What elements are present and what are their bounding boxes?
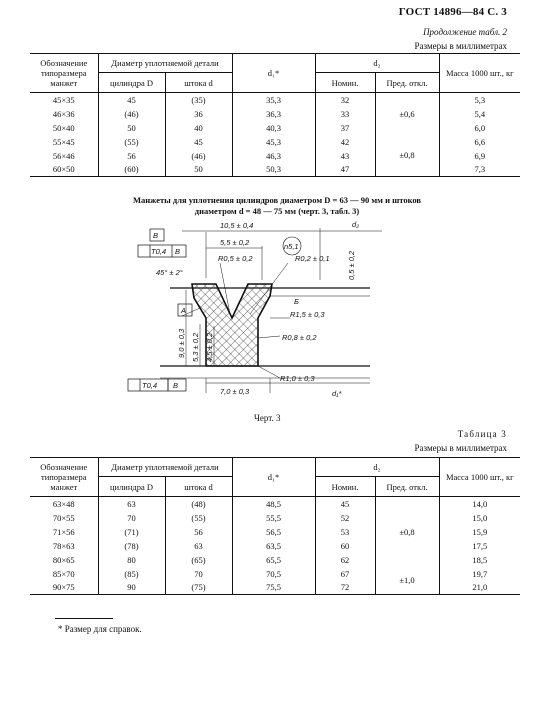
cell: 7,3 <box>439 163 520 177</box>
label-b-bottom: B <box>173 381 179 390</box>
cell: 62 <box>315 553 375 567</box>
cell: 70 <box>98 511 165 525</box>
cell: 75,5 <box>232 581 315 595</box>
dim-r10: R1,0 ± 0,3 <box>280 374 315 383</box>
cell: 40 <box>165 121 232 135</box>
table-2 <box>30 53 520 177</box>
table-row <box>30 135 520 149</box>
table-row <box>30 581 520 595</box>
cell: (46) <box>165 149 232 163</box>
cell: 72 <box>315 581 375 595</box>
cell-tolerance: ±0,8 <box>375 497 439 567</box>
cell: 60×50 <box>30 163 98 177</box>
cell: 18,5 <box>439 553 520 567</box>
cell: (78) <box>98 539 165 553</box>
cell: 70 <box>165 567 232 581</box>
cell: 45×35 <box>52 94 75 105</box>
cell: 5,3 <box>439 93 520 107</box>
table-row <box>30 525 520 539</box>
cell: 6,9 <box>439 149 520 163</box>
cell: 43 <box>315 149 375 163</box>
cell: 56,5 <box>232 525 315 539</box>
cell: 70×55 <box>52 512 75 523</box>
cell: 56 <box>165 525 232 539</box>
col-mass: Масса 1000 шт., кг <box>439 458 520 497</box>
cell: 33 <box>315 107 375 121</box>
cell: 78×63 <box>52 540 75 551</box>
cell: 45,3 <box>232 135 315 149</box>
cell: 50×40 <box>52 122 75 133</box>
dim-n51: n5,1 <box>284 242 299 251</box>
table2-units: Размеры в миллиметрах <box>414 41 507 51</box>
cell: (71) <box>98 525 165 539</box>
dim-angle: 45° ± 2° <box>156 268 183 277</box>
seal-drawing <box>120 218 390 408</box>
table-3 <box>30 457 520 595</box>
cell-tolerance: ±0,6 <box>375 93 439 135</box>
dim-v05: 0,5 ± 0,2 <box>347 250 356 280</box>
cell: 63,5 <box>232 539 315 553</box>
cell: 80×65 <box>52 554 75 565</box>
dim-d1: d₁* <box>332 389 342 398</box>
cell: 47 <box>315 163 375 177</box>
cell: 40,3 <box>232 121 315 135</box>
col-diameter: Диаметр уплотняемой детали <box>98 54 232 73</box>
cell: 45 <box>315 497 375 511</box>
cell: 35,3 <box>232 93 315 107</box>
col-designation: Обозначение типоразмера манжет <box>30 54 98 93</box>
table-row <box>30 553 520 567</box>
label-b-top: B <box>153 231 159 240</box>
page-header: ГОСТ 14896—84 С. 3 <box>398 6 507 18</box>
drawing-label: Черт. 3 <box>254 413 281 423</box>
cell: (65) <box>165 553 232 567</box>
dim-r08: R0,8 ± 0,2 <box>282 333 317 342</box>
cell: 67 <box>315 567 375 581</box>
cell: 90 <box>98 581 165 595</box>
dim-d2: d₂ <box>352 220 360 229</box>
table2-continuation: Продолжение табл. 2 <box>423 27 507 37</box>
tol-top: T0,4 <box>151 247 167 256</box>
cell: 36,3 <box>232 107 315 121</box>
cell: 50 <box>165 163 232 177</box>
cell: (46) <box>98 107 165 121</box>
table3-title: Таблица 3 <box>457 429 507 439</box>
cell: 90×75 <box>30 581 98 595</box>
cell: (60) <box>98 163 165 177</box>
col-cylinder: цилиндра D <box>98 73 165 93</box>
dim-r2: R0,2 ± 0,1 <box>295 254 330 263</box>
cell: (75) <box>165 581 232 595</box>
col-diameter: Диаметр уплотняемой детали <box>98 458 232 477</box>
cell: 85×70 <box>52 568 75 579</box>
cell: 15,0 <box>439 511 520 525</box>
cell: 52 <box>315 511 375 525</box>
cell: 5,4 <box>439 107 520 121</box>
cell: 46×36 <box>52 108 75 119</box>
cell: 14,0 <box>439 497 520 511</box>
footnote-rule <box>55 618 113 619</box>
tol-bottom: T0,4 <box>142 381 158 390</box>
cell: 6,0 <box>439 121 520 135</box>
table-row <box>30 149 520 163</box>
cell: 63 <box>165 539 232 553</box>
col-cylinder: цилиндра D <box>98 477 165 497</box>
col-nominal: Номин. <box>315 477 375 497</box>
dim-bottom: 7,0 ± 0,3 <box>220 387 250 396</box>
cell: 45 <box>98 93 165 107</box>
dim-h90: 9,0 ± 0,3 <box>177 328 186 358</box>
col-rod: штока d <box>165 477 232 497</box>
cell: (48) <box>165 497 232 511</box>
cell: (55) <box>165 511 232 525</box>
table-row <box>30 93 520 107</box>
col-tolerance: Пред. откл. <box>375 73 439 93</box>
seal-profile <box>192 284 272 366</box>
cell: 53 <box>315 525 375 539</box>
cell: 42 <box>315 135 375 149</box>
col-nominal: Номин. <box>315 73 375 93</box>
table-row <box>30 163 520 177</box>
cell: (35) <box>165 93 232 107</box>
cell: 55×45 <box>52 136 75 147</box>
cell: 46,3 <box>232 149 315 163</box>
cell: 56×46 <box>52 150 75 161</box>
cell: 36 <box>165 107 232 121</box>
label-b-frame: B <box>175 247 181 256</box>
cell: 45 <box>165 135 232 149</box>
dim-r15: R1,5 ± 0,3 <box>290 310 325 319</box>
cell: 65,5 <box>232 553 315 567</box>
label-a: A <box>181 306 187 315</box>
cell: 50,3 <box>232 163 315 177</box>
cell: 17,5 <box>439 539 520 553</box>
table-row <box>30 567 520 581</box>
table-row <box>30 539 520 553</box>
cell-tolerance: ±1,0 <box>375 567 439 595</box>
cell: 32 <box>315 93 375 107</box>
cell: 37 <box>315 121 375 135</box>
table-row <box>30 107 520 121</box>
table-row <box>30 121 520 135</box>
cell: 63×48 <box>52 498 75 509</box>
col-d2: d₂ <box>315 458 439 477</box>
col-tolerance: Пред. откл. <box>375 477 439 497</box>
dim-top: 10,5 ± 0,4 <box>220 221 254 230</box>
cell: 6,6 <box>439 135 520 149</box>
cell: 56 <box>98 149 165 163</box>
col-d1: d₁* <box>232 458 315 497</box>
drawing-caption: Манжеты для уплотнения цилиндров диаметром D = 63 — 90 мм и штоков диаметром d = 48 — 75 мм (черт. 3, табл. 3) <box>132 195 422 216</box>
footnote: * Размер для справок. <box>58 624 142 634</box>
col-d2: d₂ <box>315 54 439 73</box>
col-d1: d₁* <box>232 54 315 93</box>
cell: 15,9 <box>439 525 520 539</box>
cell: 50 <box>98 121 165 135</box>
cell: 55,5 <box>232 511 315 525</box>
col-mass: Масса 1000 шт., кг <box>439 54 520 93</box>
col-rod: штока d <box>165 73 232 93</box>
cell: 70,5 <box>232 567 315 581</box>
cell: 48,5 <box>232 497 315 511</box>
cell: 19,7 <box>439 567 520 581</box>
col-designation: Обозначение типоразмера манжет <box>30 458 98 497</box>
cell: 71×56 <box>52 526 75 537</box>
cell: (85) <box>98 567 165 581</box>
dim-h45: 4,5 ± 0,2 <box>205 332 214 362</box>
cell-tolerance: ±0,8 <box>375 135 439 177</box>
cell: 63 <box>98 497 165 511</box>
dim-inner: 5,5 ± 0,2 <box>220 238 250 247</box>
cell: 80 <box>98 553 165 567</box>
cell: (55) <box>98 135 165 149</box>
table3-units: Размеры в миллиметрах <box>414 443 507 453</box>
dim-r1: R0,5 ± 0,2 <box>218 254 253 263</box>
table-row <box>30 497 520 511</box>
cell: 21,0 <box>439 581 520 595</box>
table-row <box>30 511 520 525</box>
cell: 60 <box>315 539 375 553</box>
dim-h53: 5,3 ± 0,2 <box>191 332 200 362</box>
label-be: Б <box>294 297 299 306</box>
